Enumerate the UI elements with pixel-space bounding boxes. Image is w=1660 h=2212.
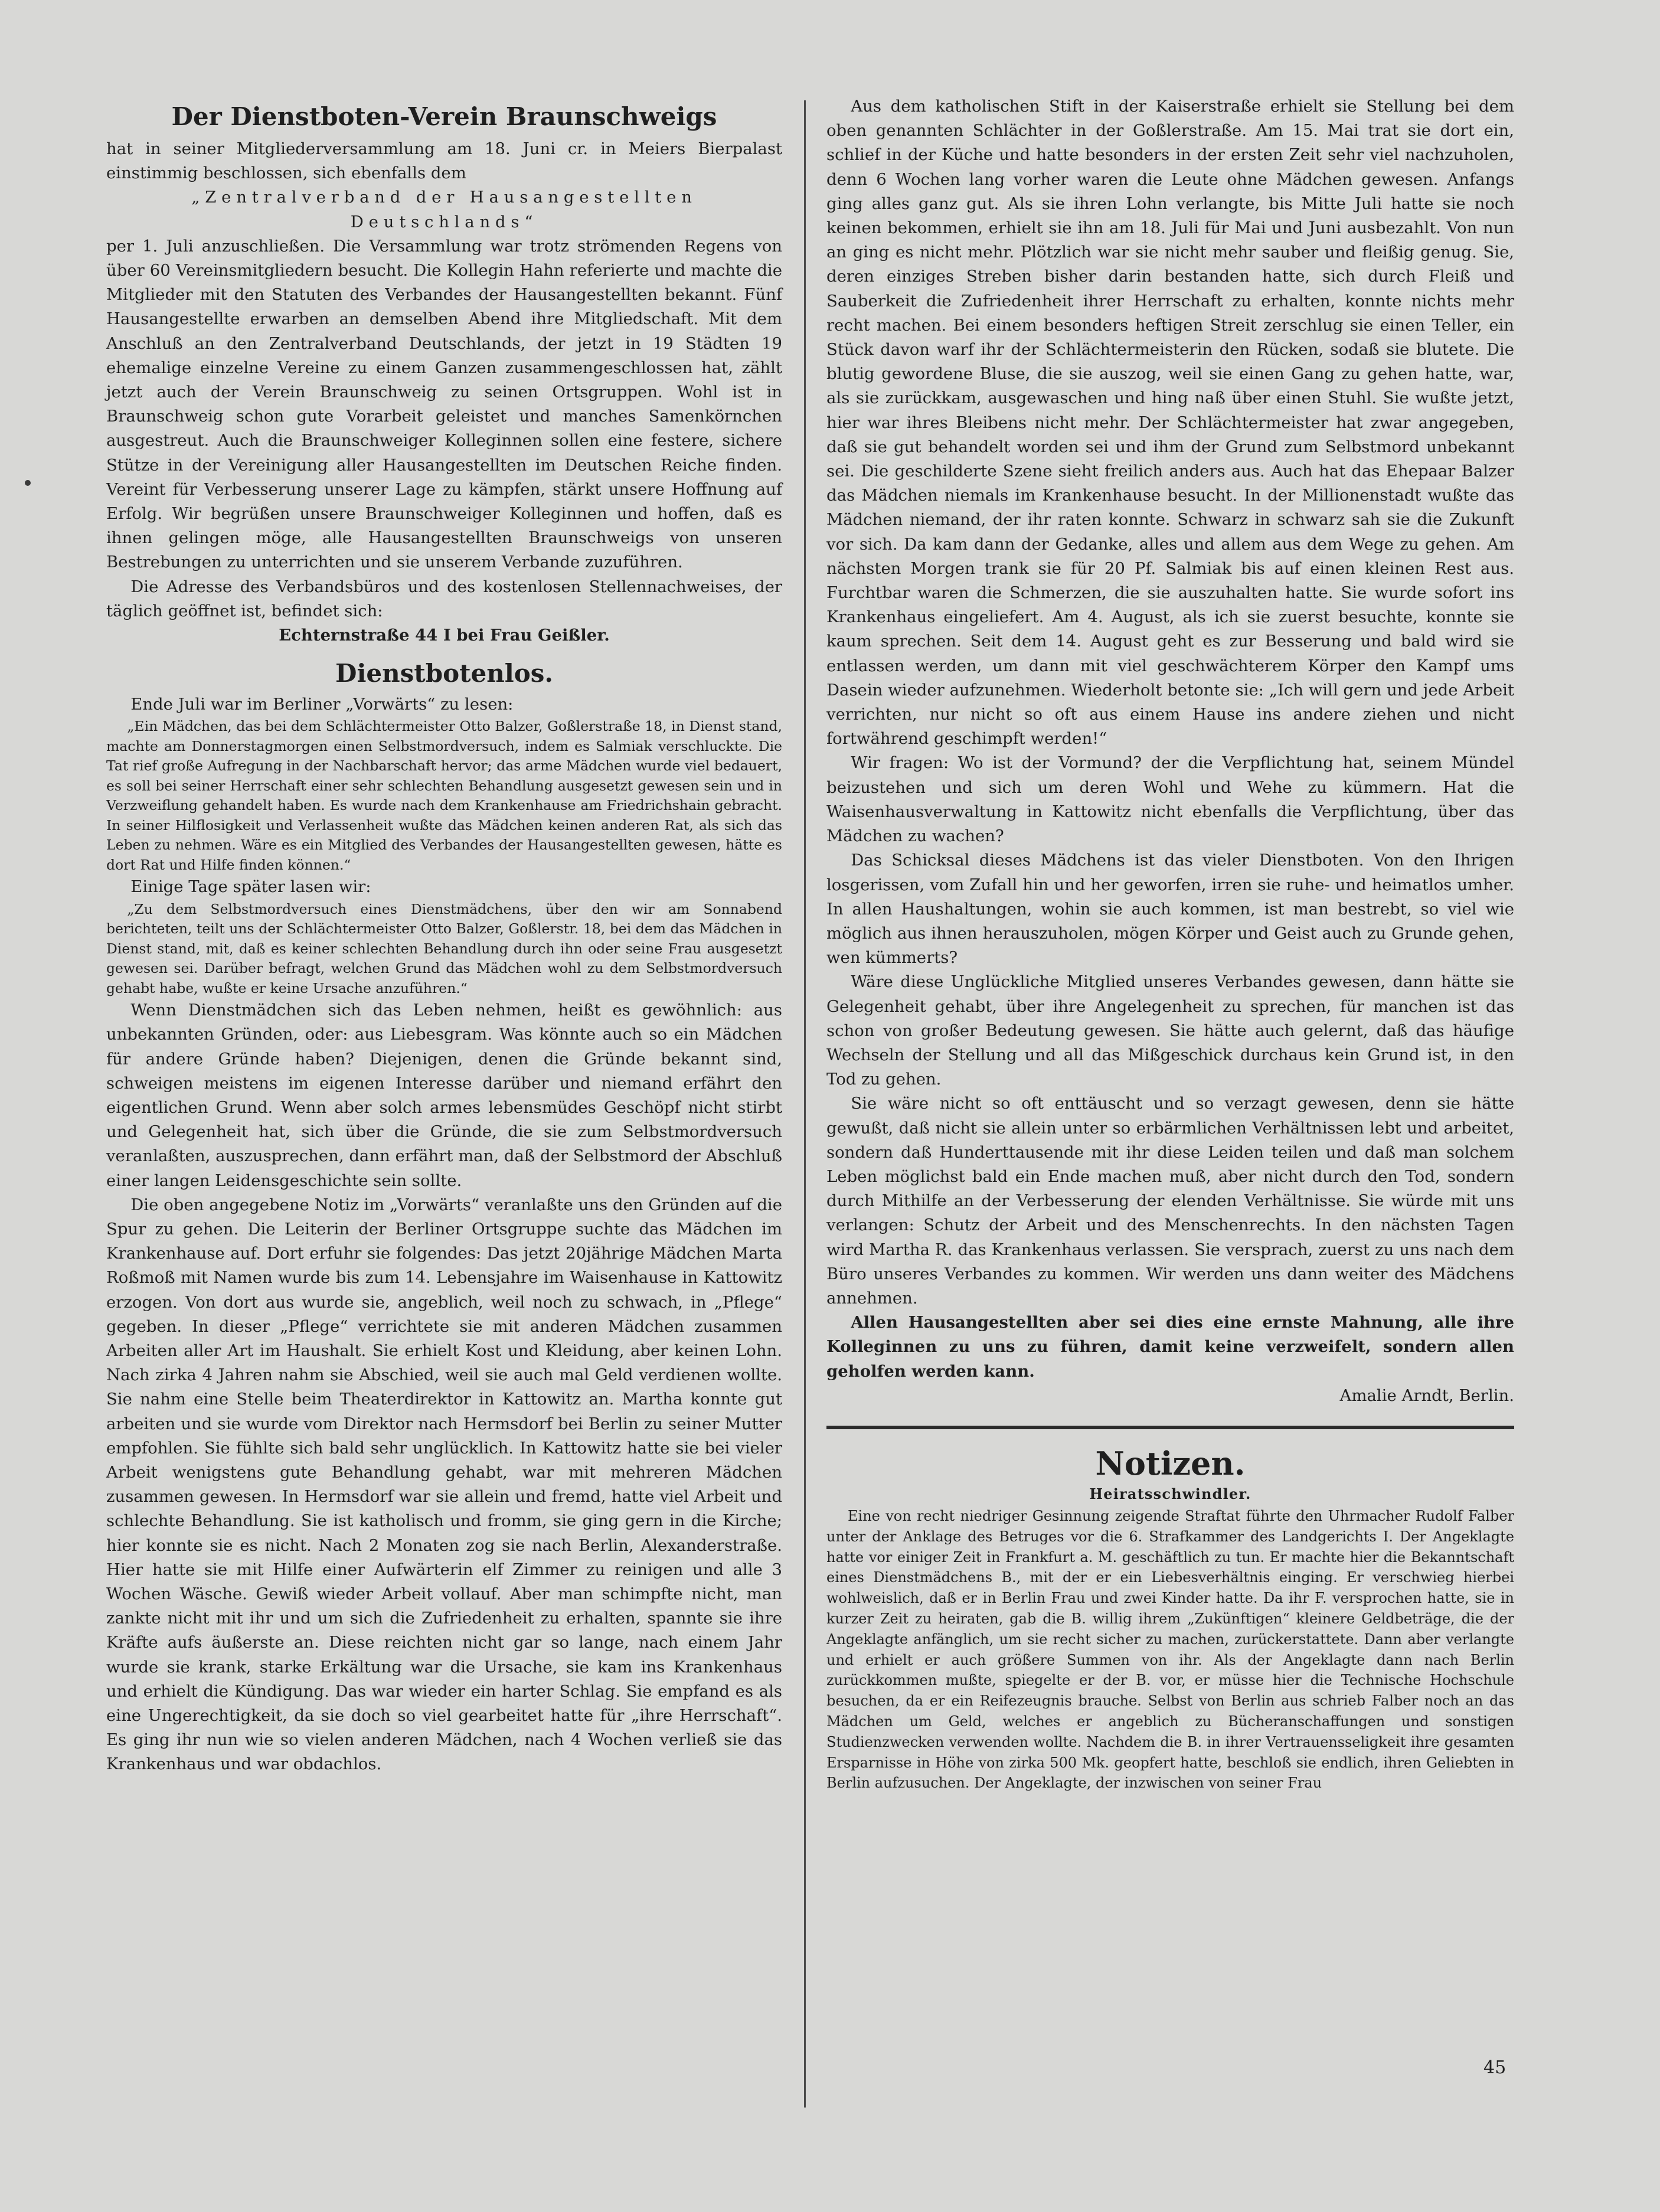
organization-name: „Zentralverband der Hausangestellten Deutschlands“ bbox=[191, 188, 697, 231]
paragraph: Eine von recht niedriger Gesinnung zeigende Straftat führte den Uhrmacher Rudolf Falber unter der Anklage des Betruges vor die 6. Strafkammer des Landgerichts I. Der Angeklagte hatte vor einiger Zeit in Frankfurt a. M. geschäftlich zu tun. Er machte hier die Bekanntschaft eines Dienstmädchens B., mit der er ein Liebesverhältnis einging. Er verschwieg hierbei wohlweislich, daß er in Berlin Frau und zwei Kinder hatte. Da ihr F. versprochen hatte, sie in kurzer Zeit zu heiraten, gab die B. willig ihrem „Zukünftigen“ kleinere Geldbeträge, die der Angeklagte anfänglich, um sie recht sicher zu machen, zurückerstattete. Dann aber verlangte und erhielt er auch größere Summen von ihr. Als der Angeklagte dann nach Berlin zurückkommen mußte, spiegelte er der B. vor, er müsse hier die Technische Hochschule besuchen, da er ein Reifezeugnis brauche. Selbst von Berlin aus schrieb Falber noch an das Mädchen um Geld, welches er angeblich zu Bücheranschaffungen und sonstigen Studienzwecken verwenden wollte. Nachdem die B. in ihrer Vertrauensseligkeit ihre gesamten Ersparnisse in Höhe von zirka 500 Mk. geopfert hatte, beschloß sie endlich, ihren Geliebten in Berlin aufzusuchen. Der Angeklagte, der inzwischen von seiner Frau bbox=[826, 1507, 1514, 1792]
column-divider bbox=[804, 100, 806, 2108]
right-column bbox=[826, 94, 1514, 1793]
paragraph: Das Schicksal dieses Mädchens ist das vieler Dienstboten. Von den Ihrigen losgerissen, vom Zufall hin und her geworfen, irren sie ruhe- und heimatlos umher. In allen Haushaltungen, wohin sie auch kommen, ist man bestrebt, so viel wie möglich aus ihnen herauszuholen, mögen Körper und Geist auch zu Grunde gehen, wen kümmerts? bbox=[826, 851, 1514, 968]
left-column bbox=[106, 94, 782, 1777]
closing-appeal: Allen Hausangestellten aber sei dies eine ernste Mahnung, alle ihre Kolleginnen zu uns zu führen, damit keine verzweifelt, sondern allen geholfen werden kann. bbox=[826, 1313, 1514, 1381]
paragraph: hat in seiner Mitgliederversammlung am 18. Juni cr. in Meiers Bierpalast einstimmig beschlossen, sich ebenfalls dem bbox=[106, 139, 782, 183]
paragraph: per 1. Juli anzuschließen. Die Versammlung war trotz strömenden Regens von über 60 Vereinsmitgliedern besucht. Die Kollegin Hahn referierte und machte die Mitglieder mit den Statuten des Verbandes der Hausangestellten bekannt. Fünf Hausangestellte erwarben an demselben Abend ihre Mitgliedschaft. Mit dem Anschluß an den Zentralverband Deutschlands, der jetzt in 19 Städten 19 ehemalige einzelne Vereine zu einem Ganzen zusammengeschlossen hat, zählt jetzt auch der Verein Braunschweig zu seinen Ortsgruppen. Wohl ist in Braunschweig schon gute Vorarbeit geleistet und manches Samenkörnchen ausgestreut. Auch die Braunschweiger Kolleginnen sollen eine festere, sichere Stütze in der Vereinigung aller Hausangestellten im Deutschen Reiche finden. Vereint für Verbesserung unserer Lage zu kämpfen, stärkt unsere Hoffnung auf Erfolg. Wir begrüßen unsere Braunschweiger Kolleginnen und hoffen, daß es ihnen gelingen möge, alle Hausangestellten Braunschweigs von unseren Bestrebungen zu unterrichten und sie unserem Verbande zuzuführen. bbox=[106, 236, 782, 572]
paragraph: Wäre diese Unglückliche Mitglied unseres Verbandes gewesen, dann hätte sie Gelegenheit gehabt, über ihre Angelegenheit zu sprechen, für manchen ist das schon von großer Bedeutung gewesen. Sie hätte auch gelernt, daß das häufige Wechseln der Stellung und all das Mißgeschick durchaus kein Grund ist, in den Tod zu gehen. bbox=[826, 972, 1514, 1089]
article-title-dienstbotenlos: Dienstbotenlos. bbox=[335, 659, 553, 688]
address-line: Echternstraße 44 I bei Frau Geißler. bbox=[279, 626, 610, 645]
paragraph: Die oben angegebene Notiz im „Vorwärts“ veranlaßte uns den Gründen auf die Spur zu gehen. Die Leiterin der Berliner Ortsgruppe suchte das Mädchen im Krankenhause auf. Dort erfuhr sie folgendes: Das jetzt 20jährige Mädchen Marta Roßmoß mit Namen wurde bis zum 14. Lebensjahre im Waisenhause in Kattowitz erzogen. Von dort aus wurde sie, angeblich, weil noch zu schwach, in „Pflege“ gegeben. In dieser „Pflege“ verrichtete sie mit anderen Mädchen zusammen Arbeiten aller Art im Haushalt. Sie erhielt Kost und Kleidung, aber keinen Lohn. Nach zirka 4 Jahren nahm sie Abschied, weil sie auch mal Geld verdienen wollte. Sie nahm eine Stelle beim Theaterdirektor in Kattowitz an. Martha konnte gut arbeiten und sie wurde vom Direktor nach Hermsdorf bei Berlin zu seiner Mutter empfohlen. Sie fühlte sich bald sehr unglücklich. In Kattowitz hatte sie bei vieler Arbeit wenigstens gute Behandlung gehabt, war mit mehreren Mädchen zusammen gewesen. In Hermsdorf war sie allein und fremd, hatte viel Arbeit und schlechte Behandlung. Sie ist katholisch und fromm, sie ging gern in die Kirche; hier konnte sie es nicht. Nach 2 Monaten zog sie nach Berlin, Alexanderstraße. Hier hatte sie mit Hilfe einer Aufwärterin elf Zimmer zu reinigen und alle 3 Wochen Wäsche. Gewiß wieder Arbeit vollauf. Aber man schimpfte nicht, man zankte nicht mit ihr und um sich die Zufriedenheit zu erhalten, spannte sie ihre Kräfte aufs äußerste an. Diese reichten nicht gar so lange, nach einem Jahr wurde sie krank, starke Erkältung war die Ursache, sie kam ins Krankenhaus und erhielt die Kündigung. Das war wieder ein harter Schlag. Sie empfand es als eine Ungerechtigkeit, da sie doch so viel gearbeitet hatte für „ihre Herrschaft“. Es ging ihr nun wie so vielen anderen Mädchen, nach 4 Wochen verließ sie das Krankenhaus und war obdachlos. bbox=[106, 1195, 782, 1774]
paragraph: Einige Tage später lasen wir: bbox=[130, 877, 371, 897]
notizen-subtitle: Heiratsschwindler. bbox=[1089, 1485, 1251, 1502]
paragraph: Wir fragen: Wo ist der Vormund? der die Verpflichtung hat, seinem Mündel beizustehen und sich um deren Wohl und Wehe zu kümmern. Hat die Waisenhausverwaltung in Kattowitz nicht ebenfalls die Verpflichtung, über das Mädchen zu wachen? bbox=[826, 753, 1514, 846]
quote-block: „Ein Mädchen, das bei dem Schlächtermeister Otto Balzer, Goßlerstraße 18, in Dienst stand, machte am Donnerstagmorgen einen Selbstmordversuch, indem es Salmiak verschluckte. Die Tat rief große Aufregung in der Nachbarschaft hervor; das arme Mädchen wurde viel bedauert, es soll bei seiner Herrschaft einer sehr schlechten Behandlung ausgesetzt gewesen sein und in Verzweiflung gehandelt haben. Es wurde nach dem Krankenhause am Friedrichshain gebracht. In seiner Hilflosigkeit und Verlassenheit wußte das Mädchen keinen anderen Rat, als sich das Leben zu nehmen. Wäre es ein Mitglied des Verbandes der Hausangestellten gewesen, hätte es dort Rat und Hilfe finden können.“ bbox=[106, 718, 782, 873]
paragraph: Die Adresse des Verbandsbüros und des kostenlosen Stellennachweises, der täglich geöffnet ist, befindet sich: bbox=[106, 577, 782, 620]
signature: Amalie Arndt, Berlin. bbox=[1339, 1386, 1514, 1405]
page-number: 45 bbox=[1483, 2057, 1507, 2078]
paragraph: Wenn Dienstmädchen sich das Leben nehmen, heißt es gewöhnlich: aus unbekannten Gründen, oder: aus Liebesgram. Was könnte auch so ein Mädchen für andere Gründe haben? Diejenigen, denen die Gründe bekannt sind, schweigen meistens im eigenen Interesse darüber und niemand erfährt den eigentlichen Grund. Wenn aber solch armes lebensmüdes Geschöpf nicht stirbt und Gelegenheit hat, sich über die Gründe, die sie zum Selbstmordversuch veranlaßten, auszusprechen, dann erfährt man, daß der Selbstmord der Abschluß einer langen Leidensgeschichte sein sollte. bbox=[106, 1001, 782, 1190]
ink-blotch bbox=[25, 480, 31, 486]
quote-block: „Zu dem Selbstmordversuch eines Dienstmädchens, über den wir am Sonnabend berichteten, teilt uns der Schlächtermeister Otto Balzer, Goßlerstr. 18, bei dem das Mädchen in Dienst stand, mit, daß es keiner schlechten Behandlung durch ihn oder seine Frau ausgesetzt gewesen sei. Darüber befragt, welchen Grund das Mädchen wohl zu dem Selbstmordversuch gehabt habe, wußte er keine Ursache anzuführen.“ bbox=[106, 900, 782, 996]
paragraph: Sie wäre nicht so oft enttäuscht und so verzagt gewesen, denn sie hätte gewußt, daß nicht sie allein unter so erbärmlichen Verhältnissen lebt und arbeitet, sondern daß Hunderttausende mit ihr diese Leiden teilen und daß man solchem Leben möglichst bald ein Ende machen muß, aber nicht durch den Tod, sondern durch Mithilfe an der Verbesserung der elenden Verhältnisse. Sie würde mit uns verlangen: Schutz der Arbeit und des Menschenrechts. In den nächsten Tagen wird Martha R. das Krankenhaus verlassen. Sie versprach, zuerst zu uns nach dem Büro unseres Verbandes zu kommen. Wir werden uns dann weiter des Mädchens annehmen. bbox=[826, 1094, 1514, 1308]
section-rule bbox=[826, 1426, 1514, 1429]
paragraph: Ende Juli war im Berliner „Vorwärts“ zu lesen: bbox=[130, 695, 514, 714]
notizen-title: Notizen. bbox=[1095, 1444, 1246, 1482]
paragraph: Aus dem katholischen Stift in der Kaiserstraße erhielt sie Stellung bei dem oben genannten Schlächter in der Goßlerstraße. Am 15. Mai trat sie dort ein, schlief in der Küche und hatte besonders in der ersten Zeit sehr viel nachzuholen, denn 6 Wochen lang vorher waren die Leute ohne Mädchen gewesen. Anfangs ging alles ganz gut. Als sie ihren Lohn verlangte, bis Mitte Juli hatte sie noch keinen bekommen, erhielt sie ihn am 18. Juli für Mai und Juni ausbezahlt. Von nun an ging es nicht mehr. Plötzlich war sie nicht mehr sauber und fleißig genug. Sie, deren einziges Streben bisher darin bestanden hatte, sich durch Fleiß und Sauberkeit die Zufriedenheit ihrer Herrschaft zu erhalten, konnte nichts mehr recht machen. Bei einem besonders heftigen Streit zerschlug sie einen Teller, ein Stück davon warf ihr der Schlächtermeisterin den Rücken, sodaß sie blutete. Die blutig gewordene Bluse, die sie auszog, weil sie einen Gang zu gehen hatte, war, als sie zurückkam, ausgewaschen und hing naß über einen Stuhl. Sie wußte jetzt, hier war ihres Bleibens nicht mehr. Der Schlächtermeister hat zwar angegeben, daß sie gut behandelt worden sei und ihm der Grund zum Selbstmord unbekannt sei. Die geschilderte Szene sieht freilich anders aus. Auch hat das Ehepaar Balzer das Mädchen niemals im Krankenhause besucht. In der Millionenstadt wußte das Mädchen niemand, der ihr raten konnte. Schwarz in schwarz sah sie die Zukunft vor sich. Da kam dann der Gedanke, alles und allem aus dem Wege zu gehen. Am nächsten Morgen trank sie für 20 Pf. Salmiak bis auf einen kleinen Rest aus. Furchtbar waren die Schmerzen, die sie auszuhalten hatte. Sie wurde sofort ins Krankenhaus eingeliefert. Am 4. August, als ich sie zuerst besuchte, konnte sie kaum sprechen. Seit dem 14. August geht es zur Besserung und bald wird sie entlassen werden, um dann mit viel geschwächterem Körper den Kampf ums Dasein wieder aufzunehmen. Wiederholt betonte sie: „Ich will gern und jede Arbeit verrichten, nur nicht so oft aus einem Hause ins andere ziehen und nicht fortwährend geschimpft werden!“ bbox=[826, 97, 1514, 749]
article-title-braunschweig: Der Dienstboten-Verein Braunschweigs bbox=[171, 102, 717, 131]
